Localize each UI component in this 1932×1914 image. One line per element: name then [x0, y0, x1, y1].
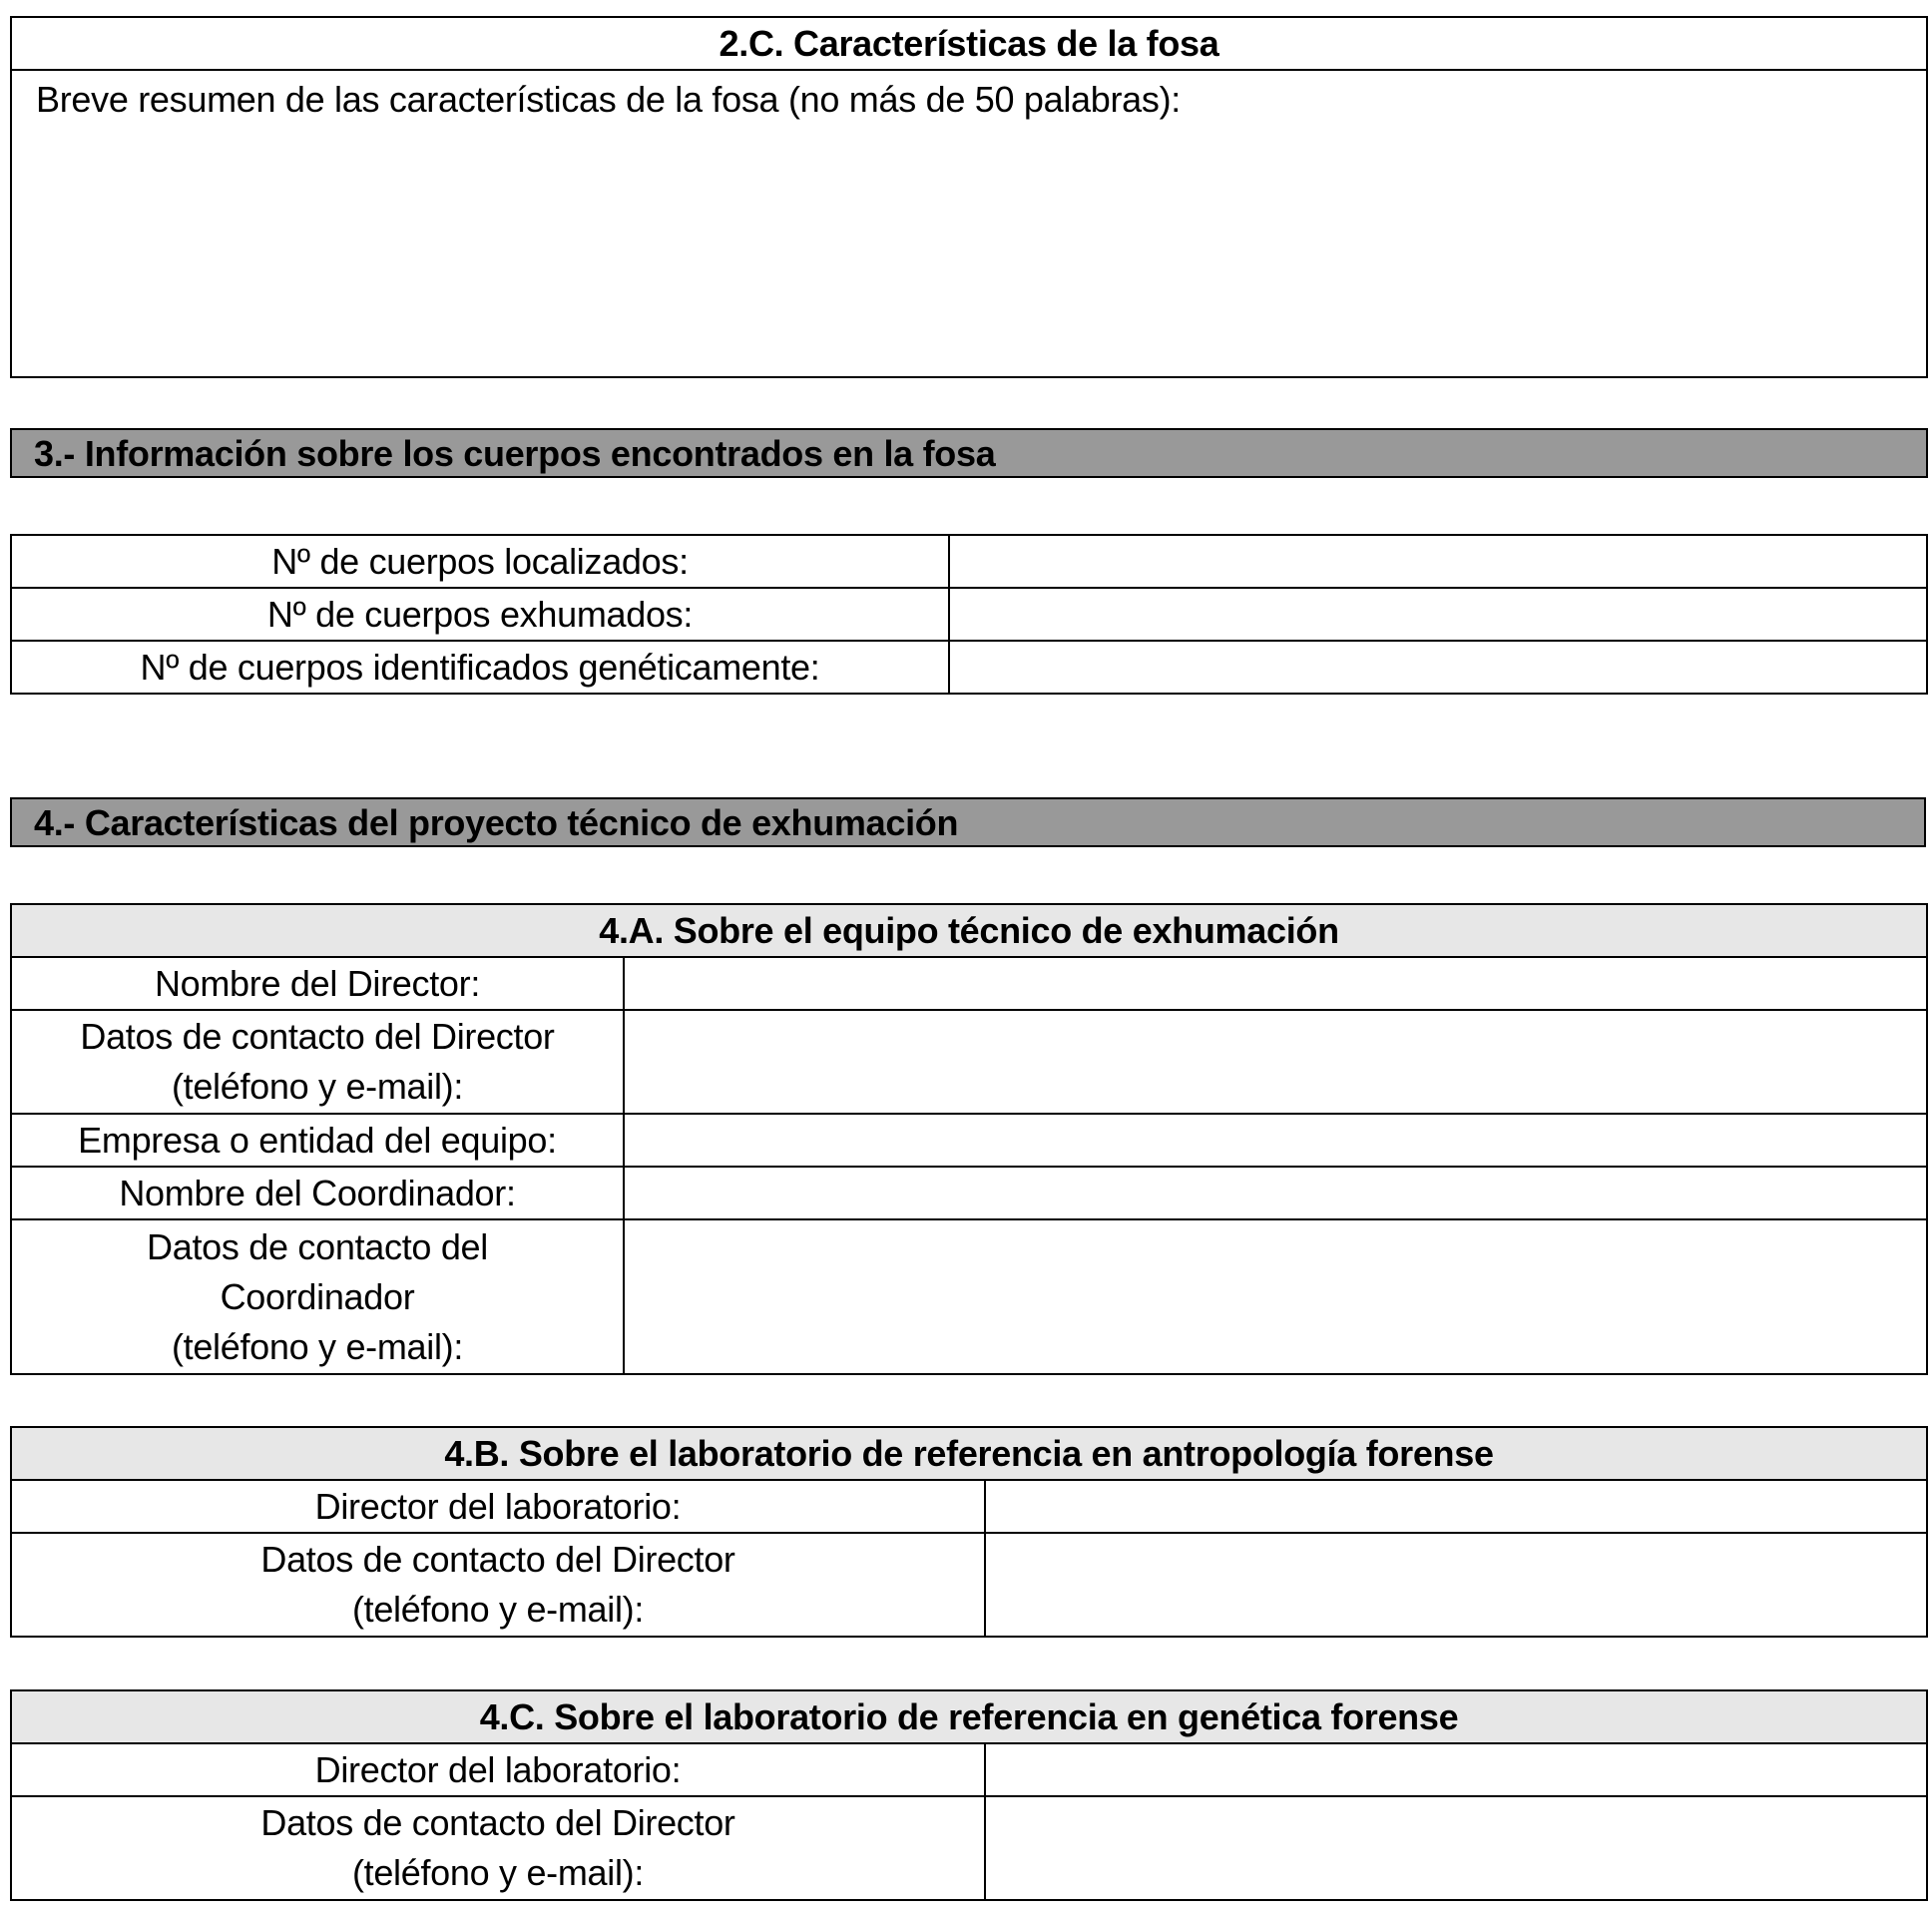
- section-4c-table: [10, 1689, 1928, 1901]
- antropologia-contacto-label: [11, 1533, 985, 1637]
- contacto-coordinador-label-line1: Datos de contacto del: [147, 1225, 488, 1267]
- antropologia-director-label: Director del laboratorio:: [11, 1480, 985, 1533]
- genetica-contacto-field[interactable]: [985, 1796, 1927, 1900]
- nombre-director-field[interactable]: [624, 957, 1927, 1010]
- empresa-entidad-label: Empresa o entidad del equipo:: [11, 1114, 624, 1167]
- section-4a-table: [10, 903, 1928, 1375]
- antropologia-contacto-field[interactable]: [985, 1533, 1927, 1637]
- cuerpos-localizados-label: Nº de cuerpos localizados:: [11, 535, 949, 588]
- cuerpos-exhumados-field[interactable]: [949, 588, 1927, 641]
- section-4-title-bar: [10, 797, 1926, 847]
- section-4b-table: [10, 1426, 1928, 1638]
- section-4c-title: 4.C. Sobre el laboratorio de referencia en genética forense: [11, 1690, 1927, 1743]
- contacto-director-label-line2: (teléfono y e-mail):: [171, 1066, 464, 1107]
- genetica-director-label: Director del laboratorio:: [11, 1743, 985, 1796]
- genetica-director-field[interactable]: [985, 1743, 1927, 1796]
- fosa-summary-prompt: Breve resumen de las características de la fosa (no más de 50 palabras):: [36, 79, 1181, 120]
- genetica-contacto-label-line2: (teléfono y e-mail):: [351, 1852, 645, 1893]
- section-2c-title: 2.C. Características de la fosa: [11, 17, 1927, 70]
- contacto-director-label-line1: Datos de contacto del Director: [80, 1016, 555, 1057]
- antropologia-director-field[interactable]: [985, 1480, 1927, 1533]
- cuerpos-identificados-label: Nº de cuerpos identificados genéticamente:: [11, 641, 949, 694]
- nombre-director-label: Nombre del Director:: [11, 957, 624, 1010]
- section-3-title: 3.- Información sobre los cuerpos encontrados en la fosa: [34, 433, 996, 474]
- empresa-entidad-field[interactable]: [624, 1114, 1927, 1167]
- contacto-coordinador-label-line2: Coordinador: [220, 1275, 415, 1317]
- antropologia-contacto-label-line1: Datos de contacto del Director: [260, 1539, 735, 1580]
- contacto-director-label: [11, 1010, 624, 1114]
- fosa-summary-field[interactable]: [11, 70, 1927, 377]
- nombre-coordinador-field[interactable]: [624, 1167, 1927, 1219]
- contacto-director-field[interactable]: [624, 1010, 1927, 1114]
- contacto-coordinador-label: [11, 1219, 624, 1374]
- section-3-table: [10, 534, 1928, 695]
- section-3-title-bar: [10, 428, 1928, 478]
- cuerpos-localizados-field[interactable]: [949, 535, 1927, 588]
- nombre-coordinador-label: Nombre del Coordinador:: [11, 1167, 624, 1219]
- genetica-contacto-label: [11, 1796, 985, 1900]
- cuerpos-identificados-field[interactable]: [949, 641, 1927, 694]
- section-4-title: 4.- Características del proyecto técnico de exhumación: [34, 802, 959, 843]
- cuerpos-exhumados-label: Nº de cuerpos exhumados:: [11, 588, 949, 641]
- section-2c-table: [10, 16, 1928, 378]
- section-4b-title: 4.B. Sobre el laboratorio de referencia en antropología forense: [11, 1427, 1927, 1480]
- antropologia-contacto-label-line2: (teléfono y e-mail):: [351, 1589, 645, 1630]
- contacto-coordinador-label-line3: (teléfono y e-mail):: [171, 1325, 464, 1367]
- contacto-coordinador-field[interactable]: [624, 1219, 1927, 1374]
- section-4a-title: 4.A. Sobre el equipo técnico de exhumación: [11, 904, 1927, 957]
- genetica-contacto-label-line1: Datos de contacto del Director: [260, 1802, 735, 1843]
